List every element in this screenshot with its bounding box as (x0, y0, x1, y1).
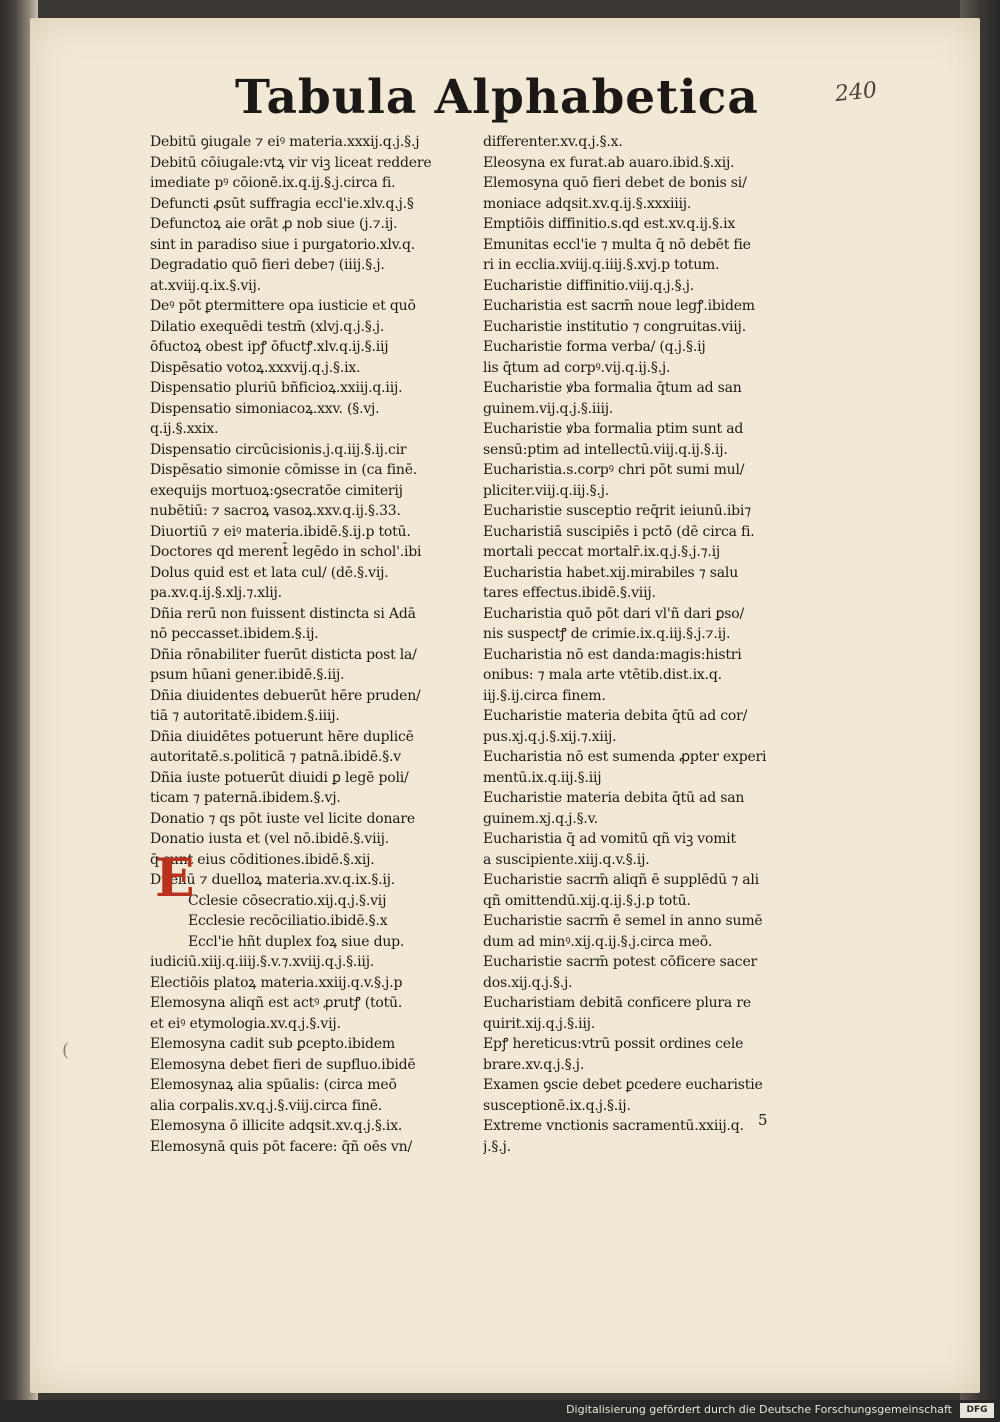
index-entry: Dilatio exequēdi testm̄ (xlvj.q.j.§.j. (150, 318, 385, 335)
dfg-logo: DFG (960, 1403, 994, 1418)
index-entry: Dolus quid est et lata cul/ (dē.§.vij. (150, 564, 389, 581)
index-entry: Emptiōis diffinitio.s.qd est.xv.q.ij.§.ix (483, 216, 736, 232)
index-entry: sint in paradiso siue i purgatorio.xlv.q. (150, 236, 416, 253)
index-entry: at.xviij.q.ix.§.vij. (150, 277, 261, 294)
index-entry: qñ omittendū.xij.q.ij.§.j.p totū. (483, 892, 691, 909)
index-entry: Eucharistie ꝟba formalia q̄tum ad san (483, 380, 742, 396)
index-entry: dos.xij.q.j.§.j. (483, 974, 573, 991)
index-entry: Defunctoꝝ aie orāt ꝓ nob siue (j.⁊.ij. (150, 216, 398, 232)
index-entry: Eucharistia est sacrm̄ noue legꝭ.ibidem (483, 298, 755, 314)
right-column (483, 132, 803, 1157)
index-entry: ticam ⁊ paternā.ibidem.§.vj. (150, 790, 341, 806)
footer-bar (0, 1400, 1000, 1422)
index-entry: Dispensatio pluriū bñficioꝝ.xxiij.q.iij. (150, 380, 403, 396)
index-entry: mentū.ix.q.iij.§.iij (483, 769, 602, 786)
index-entry: Dñia diuidētes potuerunt hēre duplicē (150, 728, 414, 745)
index-entry: exequijs mortuoꝝ:ꝯsecratōe cimiterij (150, 482, 403, 499)
index-entry: Eucharistie sacrm̄ ē semel in anno sumē (483, 913, 763, 929)
index-entry: Cclesie cōsecratio.xij.q.j.§.vij (188, 892, 387, 909)
index-entry: Dñia rōnabiliter fuerūt disticta post la/ (150, 646, 417, 663)
index-entry: Elemosyna debet fieri de supfluo.ibidē (150, 1056, 416, 1073)
index-entry: Eucharistia q̄ ad vomitū qñ viꝫ vomit (483, 831, 736, 847)
index-entry: alia corpalis.xv.q.j.§.viij.circa finē. (150, 1097, 383, 1114)
index-entry: Eucharistiā suscipiēs i pctō (dē circa fi. (483, 523, 755, 540)
index-entry: Eucharistie ꝟba formalia ptim sunt ad (483, 421, 744, 437)
index-entry: Eucharistia nō est sumenda ꝓpter experi (483, 749, 767, 765)
index-entry: iudiciū.xiij.q.iiij.§.v.⁊.xviij.q.j.§.iij. (150, 954, 375, 970)
index-entry: Eucharistia quō pōt dari vl'ñ dari ꝑso/ (483, 605, 744, 622)
index-entry: pa.xv.q.ij.§.xlj.⁊.xlij. (150, 585, 282, 601)
index-entry: Extreme vnctionis sacramentū.xxiij.q. (483, 1118, 744, 1134)
index-entry: Debitū cōiugale:vtꝝ vir viꝫ liceat reddere (150, 154, 432, 171)
page-title: Tabula Alphabetica (235, 70, 759, 125)
index-entry: j.§.j. (483, 1138, 511, 1155)
index-entry: Eucharistia.s.corpꝰ chri pōt sumi mul/ (483, 462, 745, 478)
index-entry: q.ij.§.xxix. (150, 421, 219, 437)
rubricated-initial: E (155, 848, 195, 909)
index-entry: Eleosyna ex furat.ab auaro.ibid.§.xij. (483, 154, 735, 171)
index-entry: Eucharistie forma verba/ (q.j.§.ij (483, 339, 706, 355)
index-entry: tares effectus.ibidē.§.viij. (483, 585, 656, 601)
index-entry: guinem.vij.q.j.§.iiij. (483, 400, 614, 417)
index-entry: ōfuctoꝝ obest ipꝭ ōfuctꝭ.xlv.q.ij.§.iij (150, 339, 389, 355)
index-entry: lis q̄tum ad corpꝰ.vij.q.ij.§.j. (483, 359, 671, 376)
footer-credit: Digitalisierung gefördert durch die Deutsche Forschungsgemeinschaft (566, 1403, 952, 1416)
index-entry: ri in ecclia.xviij.q.iiij.§.xvj.p totum. (483, 257, 720, 273)
index-entry: Eucharistie sacrm̄ potest cōficere sacer (483, 954, 758, 970)
index-entry: Elemosyna cadit sub ꝑcepto.ibidem (150, 1036, 395, 1052)
index-entry: imediate pꝰ cōionē.ix.q.ij.§.j.circa fi. (150, 175, 396, 191)
index-entry: Dñia rerū non fuissent distincta si Adā (150, 605, 416, 622)
index-entry: Eucharistia habet.xij.mirabiles ⁊ salu (483, 564, 739, 581)
index-entry: mortali peccat mortalr̄.ix.q.j.§.j.⁊.ij (483, 544, 721, 560)
index-entry: Duellū ⁊ duelloꝝ materia.xv.q.ix.§.ij. (150, 872, 396, 888)
index-entry: Eucharistie materia debita q̄tū ad san (483, 790, 745, 806)
index-entry: Dispensatio simoniacoꝝ.xxv. (§.vj. (150, 400, 380, 417)
folio-number: 240 (833, 77, 879, 108)
index-entry: onibus: ⁊ mala arte vtētib.dist.ix.q. (483, 667, 722, 683)
index-entry: Examen ꝯscie debet ꝑcedere eucharistie (483, 1077, 763, 1093)
index-entry: Deꝰ pōt ꝑtermittere opa iusticie et quō (150, 298, 416, 314)
margin-mark: ( (62, 1040, 70, 1061)
index-entry: a suscipiente.xiij.q.v.§.ij. (483, 851, 650, 868)
index-entry: quirit.xij.q.j.§.iij. (483, 1015, 596, 1032)
index-entry: Eucharistie institutio ⁊ congruitas.viij. (483, 318, 746, 335)
index-entry: Eucharistie materia debita q̄tū ad cor/ (483, 708, 748, 724)
index-entry: Defuncti ꝓsūt suffragia eccl'ie.xlv.q.j.§ (150, 195, 414, 212)
index-entry: Dispensatio circūcisionis.j.q.iij.§.ij.cir (150, 441, 407, 458)
index-entry: Elemosyna aliqñ est actꝰ ꝓrutꝭ (totū. (150, 995, 403, 1011)
index-entry: Epꝭ hereticus:vtrū possit ordines cele (483, 1036, 744, 1052)
index-entry: nubētiū: ⁊ sacroꝝ vasoꝝ.xxv.q.ij.§.33. (150, 503, 401, 519)
index-entry: pus.xj.q.j.§.xij.⁊.xiij. (483, 728, 617, 745)
index-entry: Eucharistie susceptio req̄rit ieiunū.ibi⁊ (483, 503, 751, 519)
index-entry: tiā ⁊ autoritatē.ibidem.§.iiij. (150, 708, 340, 724)
index-entry: Eccl'ie hñt duplex foꝝ siue dup. (188, 933, 405, 950)
index-entry: Degradatio quō fieri debe⁊ (iiij.§.j. (150, 257, 385, 273)
index-entry: sensū:ptim ad intellectū.viij.q.ij.§.ij. (483, 441, 728, 458)
index-entry: iij.§.ij.circa finem. (483, 687, 606, 704)
left-column (150, 132, 465, 1157)
index-entry: moniace adqsit.xv.q.ij.§.xxxiiij. (483, 195, 692, 212)
index-entry: guinem.xj.q.j.§.v. (483, 810, 598, 827)
index-entry: Elemosyna quō fieri debet de bonis si/ (483, 175, 747, 191)
index-entry: Elemosynā quis pōt facere: q̄ñ oēs vn/ (150, 1138, 412, 1155)
index-entry: Eucharistie sacrm̄ aliqñ ē supplēdū ⁊ ali (483, 872, 759, 888)
index-entry: Ecclesie recōciliatio.ibidē.§.x (188, 913, 388, 929)
index-entry: Eucharistie diffinitio.viij.q.j.§.j. (483, 277, 695, 294)
index-entry: autoritatē.s.politicā ⁊ patnā.ibidē.§.v (150, 749, 401, 765)
index-entry: Eucharistia nō est danda:magis:histri (483, 646, 742, 663)
index-entry: Debitū ꝯiugale ⁊ eiꝰ materia.xxxij.q.j.§.j (150, 134, 420, 150)
index-entry: susceptionē.ix.q.j.§.ij. (483, 1097, 631, 1114)
index-entry: nis suspectꝭ de crimie.ix.q.iij.§.j.⁊.ij. (483, 626, 731, 642)
index-entry: Diuortiū ⁊ eiꝰ materia.ibidē.§.ij.p totū. (150, 523, 411, 540)
index-entry: Electiōis platoꝝ materia.xxiij.q.v.§.j.p (150, 974, 403, 991)
signature-mark: 5 (758, 1111, 768, 1129)
index-entry: Donatio ⁊ qs pōt iuste vel licite donare (150, 810, 416, 827)
index-entry: et eiꝰ etymologia.xv.q.j.§.vij. (150, 1015, 341, 1032)
index-entry: Emunitas eccl'ie ⁊ multa q̄ nō debēt fie (483, 236, 751, 253)
index-entry: psum hūani gener.ibidē.§.iij. (150, 667, 345, 683)
index-entry: Dñia iuste potuerūt diuidi ꝑ legē poli/ (150, 769, 409, 786)
index-entry: brare.xv.q.j.§.j. (483, 1056, 585, 1073)
index-entry: Dñia diuidentes debuerūt hēre pruden/ (150, 687, 421, 704)
index-entry: Dispēsatio votoꝝ.xxxvij.q.j.§.ix. (150, 359, 361, 376)
index-entry: Doctores qd merent̄ legēdo in schol'.ibi (150, 544, 422, 560)
index-entry: nō peccasset.ibidem.§.ij. (150, 626, 319, 642)
index-entry: pliciter.viij.q.iij.§.j. (483, 482, 610, 499)
index-entry: differenter.xv.q.j.§.x. (483, 134, 623, 150)
index-entry: dum ad minꝰ.xij.q.ij.§.j.circa meō. (483, 933, 713, 950)
index-entry: Eucharistiam debitā conficere plura re (483, 995, 751, 1011)
index-entry: Dispēsatio simonie cōmisse in (ca finē. (150, 462, 418, 478)
index-entry: Elemosyna ō illicite adqsit.xv.q.j.§.ix. (150, 1118, 403, 1134)
index-entry: Elemosynaꝝ alia spūalis: (circa meō (150, 1077, 397, 1093)
index-entry: q̄ sunt eius cōditiones.ibidē.§.xij. (150, 851, 375, 868)
index-entry: Donatio iusta et (vel nō.ibidē.§.viij. (150, 831, 390, 847)
